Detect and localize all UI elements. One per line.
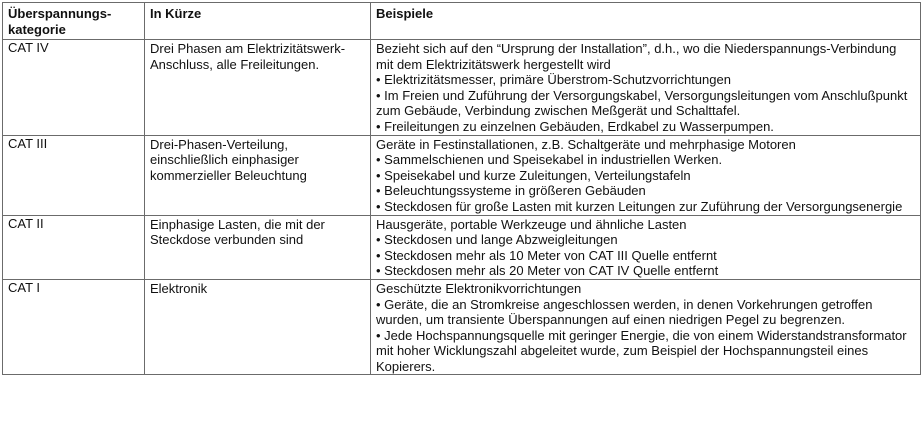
short-cell [145,40,371,136]
overvoltage-category-table [2,2,921,375]
header-short [145,3,371,40]
example-bullet: • Elektrizitätsmesser, primäre Überstrom-Schutzvorrichtungen [376,72,731,88]
table-row-cat-i [3,279,921,375]
examples-intro: Bezieht sich auf den “Ursprung der Installation”, d.h., wo die Niederspannungs-Verbindung mit dem Elektrizitätswerk hergestellt wird [376,41,897,72]
examples-cell [371,215,921,279]
example-bullet: • Speisekabel und kurze Zuleitungen, Verteilungstafeln [376,167,691,183]
table-row-cat-iv [3,40,921,136]
example-bullet: • Jede Hochspannungsquelle mit geringer Energie, die von einem Widerstandstransformator mit hoher Wicklungszahl abgeleitet wurde, zum Beispiel der Hochspannungsteil eines Kopierers. [376,327,907,374]
category-label: CAT III [8,135,48,151]
header-examples [371,3,921,40]
example-bullet: • Steckdosen und lange Abzweigleitungen [376,232,618,248]
short-text: Drei Phasen am Elektrizitätswerk-Anschluss, alle Freileitungen. [150,41,346,72]
category-cell [3,279,145,375]
examples-intro: Geschützte Elektronikvorrichtungen [376,280,582,296]
examples-cell [371,279,921,375]
header-category [3,3,145,40]
header-examples-label: Beispiele [376,6,434,21]
example-bullet: • Steckdosen für große Lasten mit kurzen Leitungen zur Zuführung der Versorgungsenergie [376,198,903,214]
short-cell [145,215,371,279]
examples-cell [371,135,921,215]
example-bullet: • Freileitungen zu einzelnen Gebäuden, Erdkabel zu Wasserpumpen. [376,118,774,134]
table-row-cat-ii [3,215,921,279]
example-bullet: • Sammelschienen und Speisekabel in industriellen Werken. [376,152,723,168]
category-label: CAT I [8,279,41,295]
table-header-row [3,3,921,40]
short-text: Einphasige Lasten, die mit der Steckdose verbunden sind [150,216,325,248]
category-cell [3,215,145,279]
category-label: CAT IV [8,40,49,55]
example-bullet: • Steckdosen mehr als 10 Meter von CAT III Quelle entfernt [376,247,717,263]
category-cell [3,40,145,136]
examples-cell [371,40,921,136]
example-bullet: • Beleuchtungssysteme in größeren Gebäuden [376,183,646,199]
header-short-label: In Kürze [150,6,202,21]
category-label: CAT II [8,215,44,231]
examples-intro: Geräte in Festinstallationen, z.B. Schaltgeräte und mehrphasige Motoren [376,136,796,152]
short-text: Drei-Phasen-Verteilung, einschließlich einphasiger kommerzieller Beleuchtung [150,136,307,183]
table-row-cat-iii [3,135,921,215]
short-cell [145,279,371,375]
example-bullet: • Geräte, die an Stromkreise angeschlossen werden, in denen Vorkehrungen getroffen wurden, um transiente Überspannungen auf einen niedrigen Pegel zu begrenzen. [376,296,873,328]
example-bullet: • Im Freien und Zuführung der Versorgungskabel, Versorgungsleitungen vom Anschlußpunkt zum Gebäude, Verbindung zwischen Meßgerät und Schalttafel. [376,87,908,119]
header-category-label: Überspannungs-kategorie [8,6,112,37]
examples-intro: Hausgeräte, portable Werkzeuge und ähnliche Lasten [376,216,687,232]
example-bullet: • Steckdosen mehr als 20 Meter von CAT IV Quelle entfernt [376,263,719,279]
short-cell [145,135,371,215]
category-cell [3,135,145,215]
short-text: Elektronik [150,280,208,296]
